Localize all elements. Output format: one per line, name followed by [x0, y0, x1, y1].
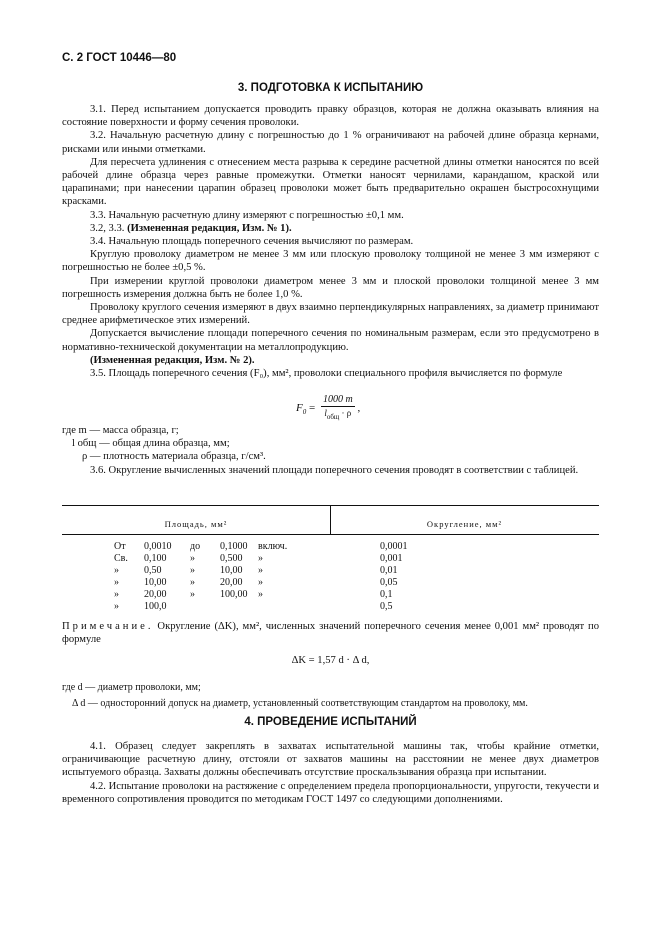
table-row — [62, 564, 599, 576]
def-density: ρ — плотность материала образца, г/см³. — [82, 451, 266, 463]
table-cell-d: 20,00 — [220, 577, 243, 588]
table-cell-c: » — [190, 565, 195, 576]
para-amendment-1 — [62, 222, 599, 235]
para-amendment-2: (Измененная редакция, Изм. № 2). — [90, 354, 255, 366]
table-cell-a: » — [114, 577, 119, 588]
para-3-4-small: При измерении круглой проволоки диаметром менее 3 мм и плоской проволоки толщиной менее 3 мм погрешность измерения должна быть не более 1,0 %. — [62, 275, 599, 300]
table-cell-a: » — [114, 589, 119, 600]
para-3-3: 3.3. Начальную расчетную длину измеряют с погрешностью ±0,1 мм. — [90, 209, 404, 221]
para-3-5: 3.5. Площадь поперечного сечения (F₀), мм², проволоки специального профиля вычисляется по формуле — [90, 368, 563, 380]
formula-lhs: F — [296, 401, 303, 414]
para-3-4-nominal: Допускается вычисление площади поперечного сечения по номинальным размерам, если это предусмотрено в нормативно-технической документации на металлопродукцию. — [62, 328, 599, 353]
table-cell-b: 20,00 — [144, 589, 167, 600]
formula-denominator — [321, 407, 355, 423]
para-4-1: 4.1. Образец следует закреплять в захватах испытательной машины так, чтобы крайние отметки, ограничивающие расчетную длину, отстояли от захватов машины на расстоянии не менее двух диаметров испытуемого образца. Захваты должны обеспечивать отсутствие проскальзывания образца при испытании. — [62, 741, 599, 779]
table-cell-rounding: 0,01 — [380, 565, 398, 576]
table-cell-c: до — [190, 541, 201, 552]
amendment-1-prefix: 3.2, 3.3. — [90, 222, 128, 234]
table-note — [62, 620, 599, 646]
table-cell-rounding: 0,001 — [380, 553, 403, 564]
table-cell-d: 100,00 — [220, 589, 248, 600]
section-3-title: 3. ПОДГОТОВКА К ИСПЫТАНИЮ — [237, 82, 424, 94]
table-cell-rounding: 0,05 — [380, 577, 398, 588]
formula-tail: , — [354, 401, 361, 414]
para-3-4-measure: Проволоку круглого сечения измеряют в двух взаимно перпендикулярных направлениях, за диаметр принимают среднее арифметическое этих измерений. — [62, 302, 599, 327]
table-cell-b: 0,50 — [144, 565, 162, 576]
table-cell-e: » — [258, 577, 263, 588]
note-label: Примечание. — [62, 621, 154, 632]
table-cell-rounding: 0,0001 — [380, 541, 408, 552]
table-cell-d: 10,00 — [220, 565, 243, 576]
table-cell-e: » — [258, 553, 263, 564]
formula-den-l: l — [324, 408, 327, 418]
table-cell-e: » — [258, 589, 263, 600]
table-cell-b: 100,0 — [144, 601, 167, 612]
formula-numerator: 1000 m — [322, 394, 353, 405]
table-header-area: Площадь, мм² — [164, 519, 228, 529]
formula-lhs-sub: 0 — [302, 408, 307, 417]
formula-den-sub: общ — [326, 412, 340, 421]
note-body: Округление (ΔK), мм², численных значений поперечного сечения менее 0,001 мм² проводят по формуле — [62, 621, 599, 646]
table-row — [62, 600, 599, 612]
table-cell-c: » — [190, 553, 195, 564]
amendment-1-text: (Измененная редакция, Изм. № 1). — [127, 222, 292, 234]
note-text — [62, 620, 599, 646]
section-3-body — [62, 103, 599, 380]
formula-fraction — [321, 394, 355, 423]
table-cell-b: 0,0010 — [144, 541, 172, 552]
table-row — [62, 588, 599, 600]
table-cell-b: 0,100 — [144, 553, 167, 564]
para-3-1: 3.1. Перед испытанием допускается проводить правку образцов, которая не должна оказывать влияния на состояние поверхности и форму сечения проволоки. — [62, 104, 599, 129]
table-cell-c: » — [190, 589, 195, 600]
formula-eq: = — [306, 401, 318, 414]
table-cell-e: » — [258, 565, 263, 576]
page-header: С. 2 ГОСТ 10446—80 — [62, 52, 177, 64]
section-4-title: 4. ПРОВЕДЕНИЕ ИСПЫТАНИЙ — [244, 716, 417, 728]
def-diameter: где d — диаметр проволоки, мм; — [62, 682, 201, 693]
table-row — [62, 576, 599, 588]
para-3-4-round: Круглую проволоку диаметром не менее 3 мм или плоскую проволоку толщиной не менее 3 мм измеряют с погрешностью не более ±0,5 %. — [62, 249, 599, 274]
table-cell-d: 0,1000 — [220, 541, 248, 552]
table-cell-a: » — [114, 565, 119, 576]
table-cell-a: Св. — [114, 553, 128, 564]
table-header-rule — [62, 534, 599, 535]
table-cell-rounding: 0,1 — [380, 589, 393, 600]
rounding-formula: ΔK = 1,57 d · Δ d, — [291, 655, 370, 666]
para-4-2: 4.2. Испытание проволоки на растяжение с определением предела пропорциональности, упругости, текучести и временного сопротивления проводится по методикам ГОСТ 1497 со следующими дополнениями. — [62, 780, 599, 805]
formula-definitions — [62, 424, 599, 477]
table-cell-a: » — [114, 601, 119, 612]
table-cell-d: 0,500 — [220, 553, 243, 564]
para-3-2-marks: Для пересчета удлинения с отнесением места разрыва к середине расчетной длины отметки наносятся по всей рабочей длине образца через равные промежутки. Отметки наносят чернилами, карандашом, краской или царапинами; при нанесении царапин образец проволоки может быть предварительно окрашен быстросохнущими красками. — [62, 156, 599, 208]
table-cell-e: включ. — [258, 541, 288, 552]
table-header-rounding: Округление, мм² — [426, 519, 503, 529]
rounding-definitions — [62, 681, 599, 713]
table-cell-c: » — [190, 577, 195, 588]
table-row — [62, 552, 599, 564]
para-3-2: 3.2. Начальную расчетную длину с погрешностью до 1 % ограничивают на рабочей длине образца кернами, рисками или иными отметками. — [62, 130, 599, 155]
def-mass: где m — масса образца, г; — [62, 425, 179, 436]
para-3-6: 3.6. Округление вычисленных значений площади поперечного сечения проводят в соответствии с таблицей. — [90, 464, 579, 476]
table-cell-a: От — [114, 541, 126, 552]
table-cell-rounding: 0,5 — [380, 601, 393, 612]
table-cell-b: 10,00 — [144, 577, 167, 588]
def-tolerance: Δ d — односторонний допуск на диаметр, установленный соответствующим стандартом на проволоку, мм. — [72, 698, 528, 709]
formula-den-rest: · ρ — [339, 408, 352, 418]
def-length: l общ — общая длина образца, мм; — [72, 438, 230, 450]
section-4-body — [62, 740, 599, 806]
area-formula — [296, 394, 360, 423]
table-row — [62, 540, 599, 552]
para-3-4: 3.4. Начальную площадь поперечного сечения вычисляют по размерам. — [90, 236, 414, 248]
